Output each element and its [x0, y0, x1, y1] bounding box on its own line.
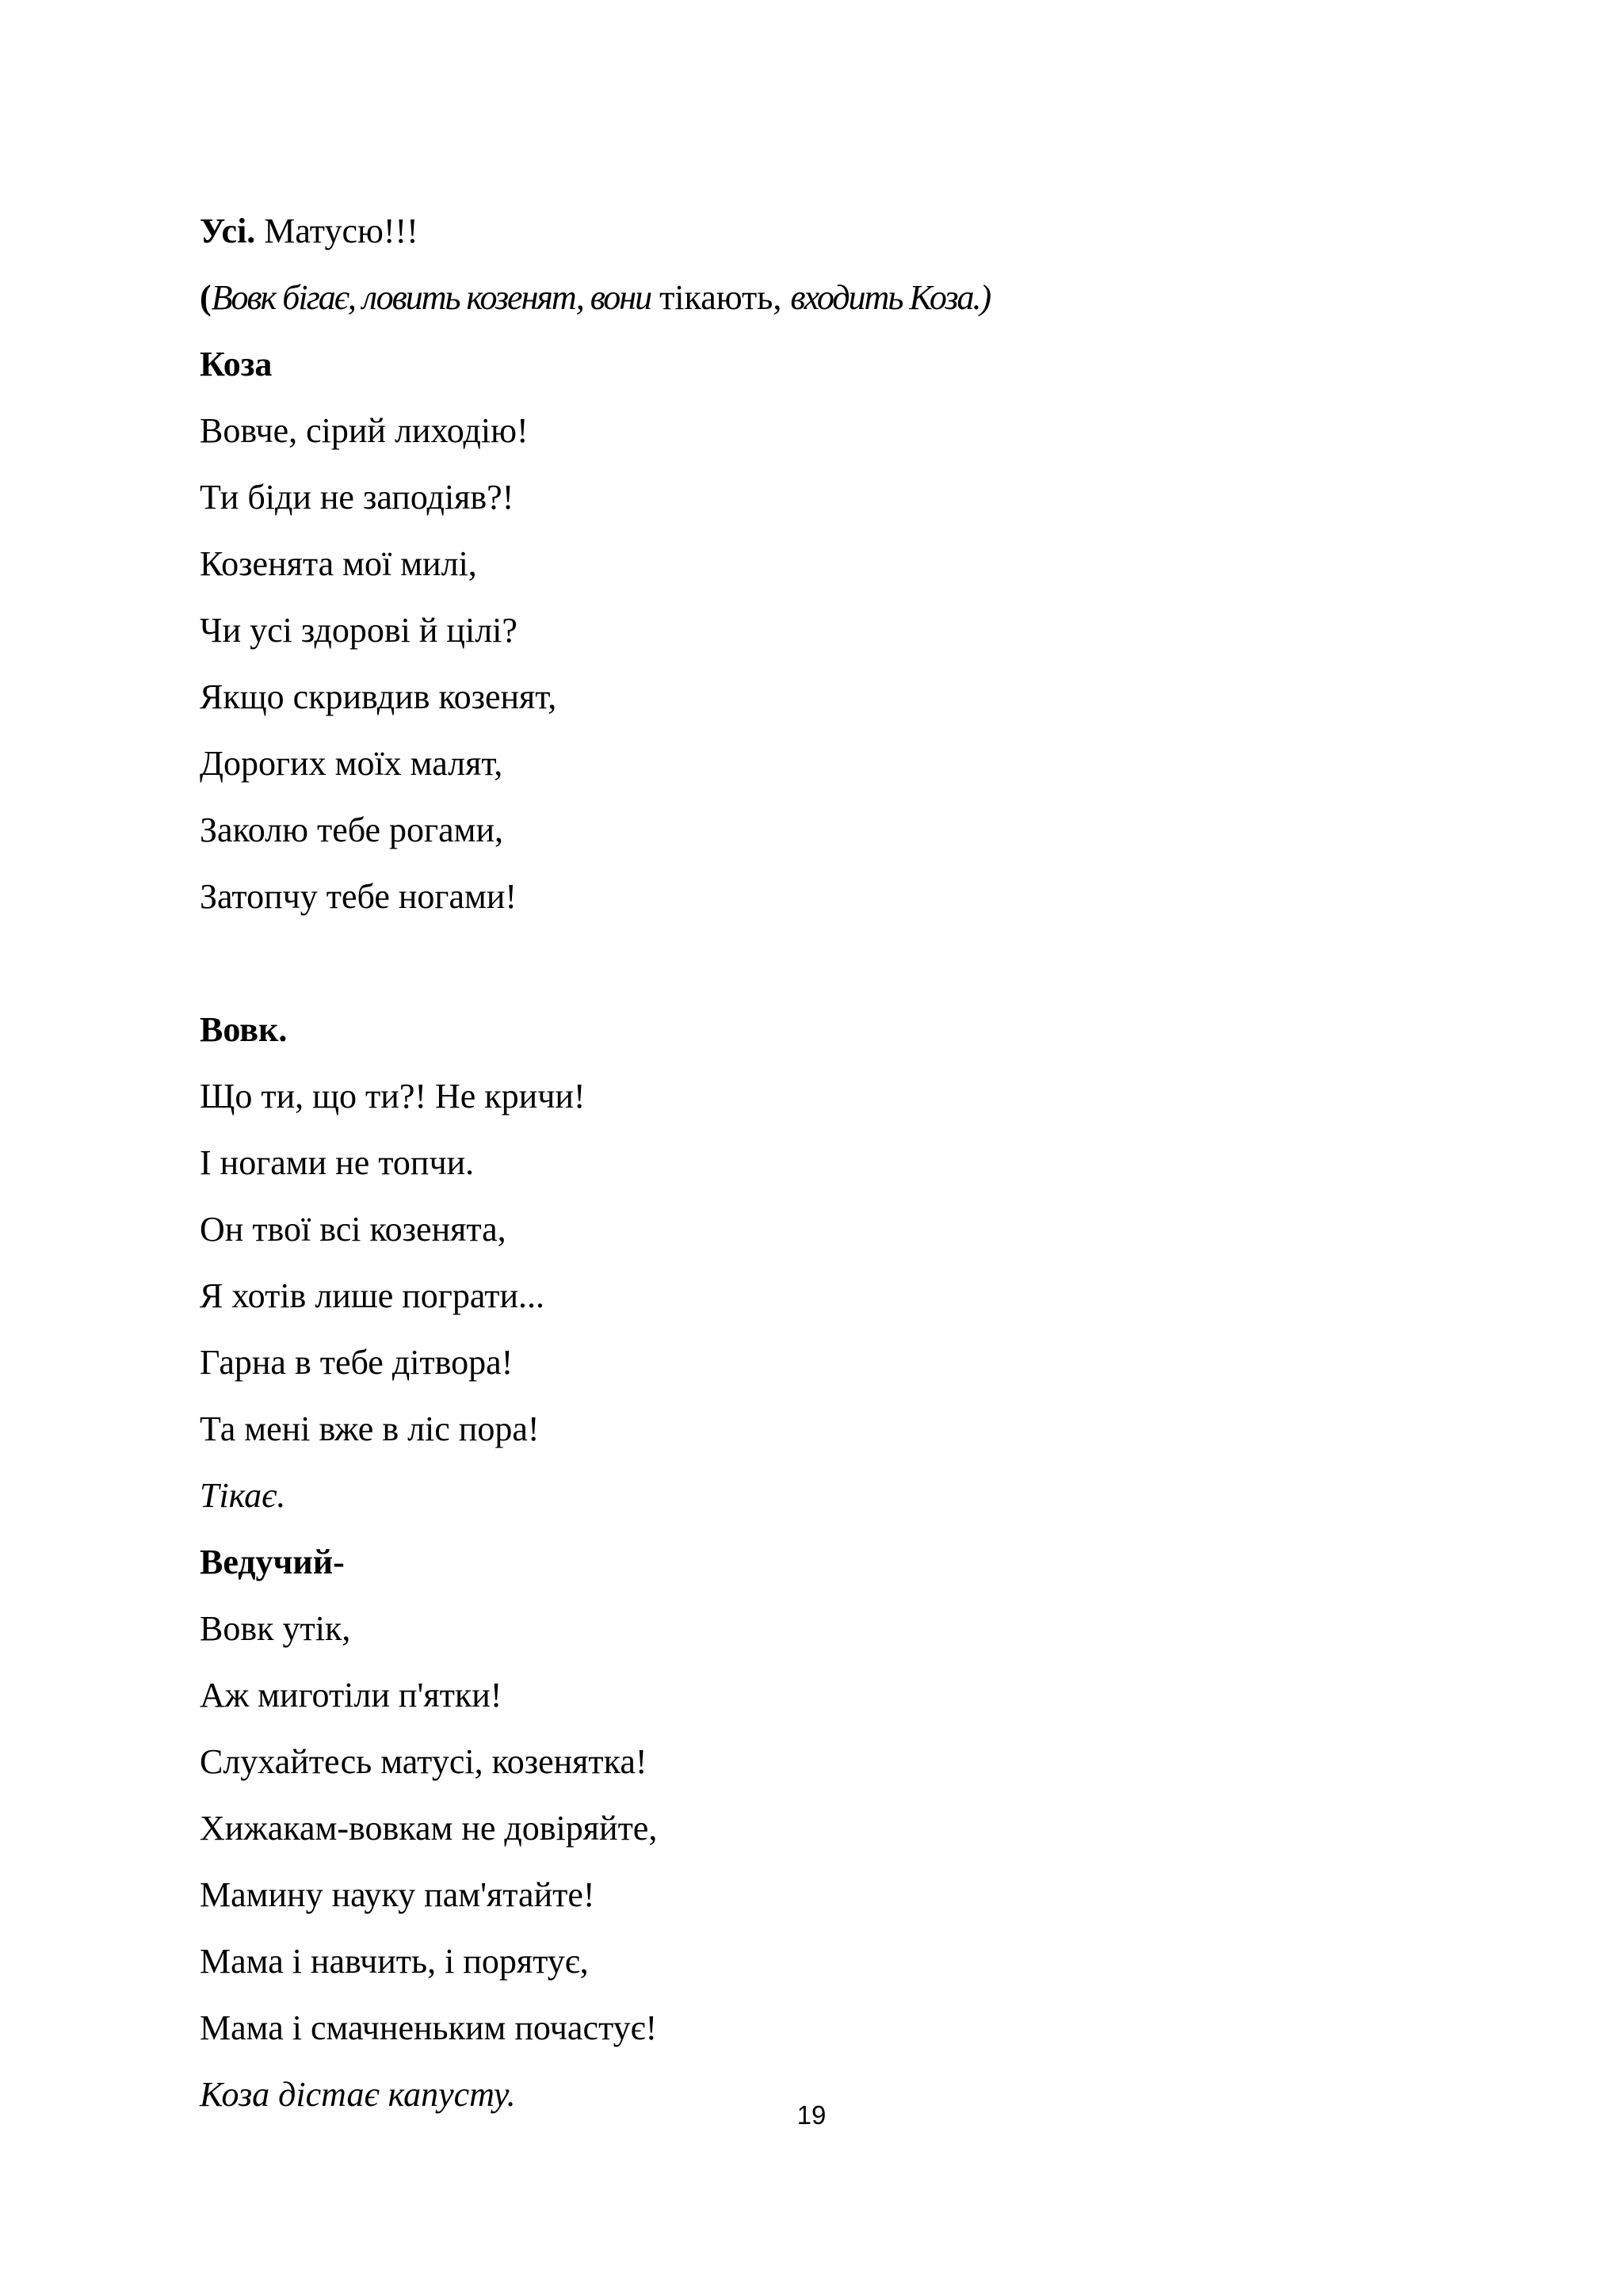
verse-line: Мама і навчить, і порятує, [200, 1942, 589, 1981]
stage-direction-text: входить Коза.) [790, 278, 991, 317]
verse-line: Затопчу тебе ногами! [200, 877, 517, 916]
stage-direction: Коза дістає капусту. [200, 2075, 516, 2114]
verse-line: Дорогих моїх малят, [200, 744, 503, 783]
verse-line: Вовче, сірий лиходію! [200, 411, 529, 450]
verse-line: Ти біди не заподіяв?! [200, 478, 514, 517]
verse-line: Що ти, що ти?! Не кричи! [200, 1077, 586, 1116]
verse-line: Козенята мої милі, [200, 544, 477, 583]
verse-line: Слухайтесь матусі, козенятка! [200, 1742, 647, 1781]
verse-line: Вовк утік, [200, 1609, 351, 1648]
verse-line: Аж миготіли п'ятки! [200, 1676, 502, 1714]
verse-line: Мамину науку пам'ятайте! [200, 1875, 595, 1914]
verse-line: Та мені вже в ліс пора! [200, 1409, 540, 1448]
stage-direction-text: тікають, [651, 278, 791, 317]
line-all-speak [200, 198, 1436, 265]
stage-direction: Тікає. [200, 1476, 286, 1515]
verse-line: Мама і смачненьким почастує! [200, 2008, 658, 2047]
verse-line: Я хотів лише пограти... [200, 1276, 544, 1315]
stage-direction-text: Вовк бігає, ловить козенят, вони [211, 278, 651, 317]
speaker-heading: Ведучий- [200, 1543, 345, 1581]
speaker-heading: Вовк. [200, 1010, 288, 1049]
speaker-name: Усі. [200, 212, 256, 250]
verse-line: Якщо скривдив козенят, [200, 677, 557, 716]
paren-open: ( [200, 278, 212, 317]
speaker-heading: Коза [200, 345, 273, 383]
verse-line: Хижакам-вовкам не довіряйте, [200, 1809, 658, 1848]
stage-direction [200, 265, 1436, 331]
verse-line: І ногами не топчи. [200, 1143, 475, 1182]
verse-line: Чи усі здорові й цілі? [200, 611, 517, 650]
verse-line: Гарна в тебе дітвора! [200, 1343, 514, 1382]
page-number: 19 [796, 2100, 827, 2130]
spoken-text: Матусю!!! [255, 212, 418, 250]
blank-line [200, 930, 1436, 997]
page-body [200, 198, 1436, 2128]
verse-line: Заколю тебе рогами, [200, 810, 504, 849]
verse-line: Он твої всі козенята, [200, 1210, 506, 1249]
